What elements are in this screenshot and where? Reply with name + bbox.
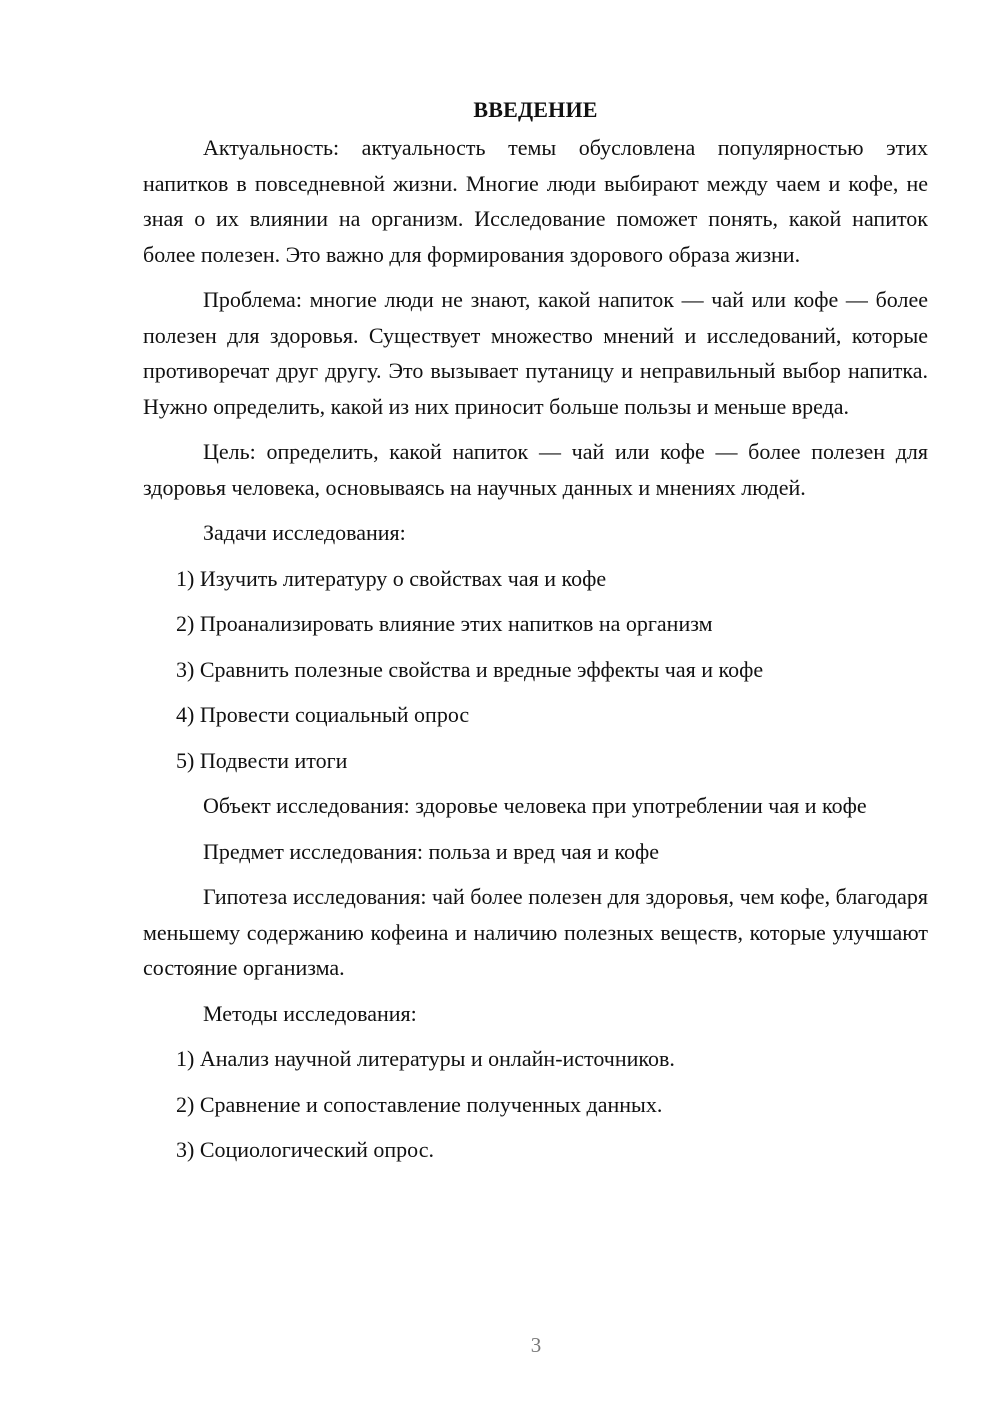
- goal-paragraph: Цель: определить, какой напиток — чай или кофе — более полезен для здоровья человека, основываясь на научных данных и мнениях людей.: [143, 439, 928, 500]
- problem-paragraph: Проблема: многие люди не знают, какой напиток — чай или кофе — более полезен для здоровья. Существует множество мнений и исследований, которые противоречат друг другу. Это вызывает путаницу и неправильный выбор напитка. Нужно определить, какой из них приносит больше пользы и меньше вреда.: [143, 287, 928, 419]
- method-item: 3) Социологический опрос.: [176, 1137, 434, 1162]
- object-paragraph: Объект исследования: здоровье человека при употреблении чая и кофе: [203, 793, 867, 818]
- tasks-list: [143, 561, 928, 779]
- section-title: ВВЕДЕНИЕ: [473, 97, 598, 122]
- method-item: 2) Сравнение и сопоставление полученных данных.: [176, 1091, 663, 1117]
- methods-list: [143, 1041, 928, 1168]
- task-item: 2) Проанализировать влияние этих напитков на организм: [176, 611, 713, 636]
- subject-paragraph: Предмет исследования: польза и вред чая и кофе: [203, 838, 660, 864]
- hypothesis-paragraph: Гипотеза исследования: чай более полезен для здоровья, чем кофе, благодаря меньшему содержанию кофеина и наличию полезных веществ, которые улучшают состояние организма.: [143, 884, 928, 980]
- page-content: [143, 92, 928, 1178]
- method-item: 1) Анализ научной литературы и онлайн-источников.: [176, 1046, 675, 1071]
- page-number: 3: [530, 1333, 542, 1357]
- methods-heading: Методы исследования:: [203, 1000, 417, 1026]
- task-item: 4) Провести социальный опрос: [176, 702, 470, 727]
- task-item: 1) Изучить литературу о свойствах чая и кофе: [176, 565, 607, 591]
- tasks-heading: Задачи исследования:: [203, 520, 406, 545]
- task-item: 3) Сравнить полезные свойства и вредные эффекты чая и кофе: [176, 656, 764, 682]
- relevance-paragraph: Актуальность: актуальность темы обусловлена популярностью этих напитков в повседневной жизни. Многие люди выбирают между чаем и кофе, не зная о их влиянии на организм. Исследование поможет понять, какой напиток более полезен. Это важно для формирования здорового образа жизни.: [143, 135, 928, 267]
- task-item: 5) Подвести итоги: [176, 747, 348, 773]
